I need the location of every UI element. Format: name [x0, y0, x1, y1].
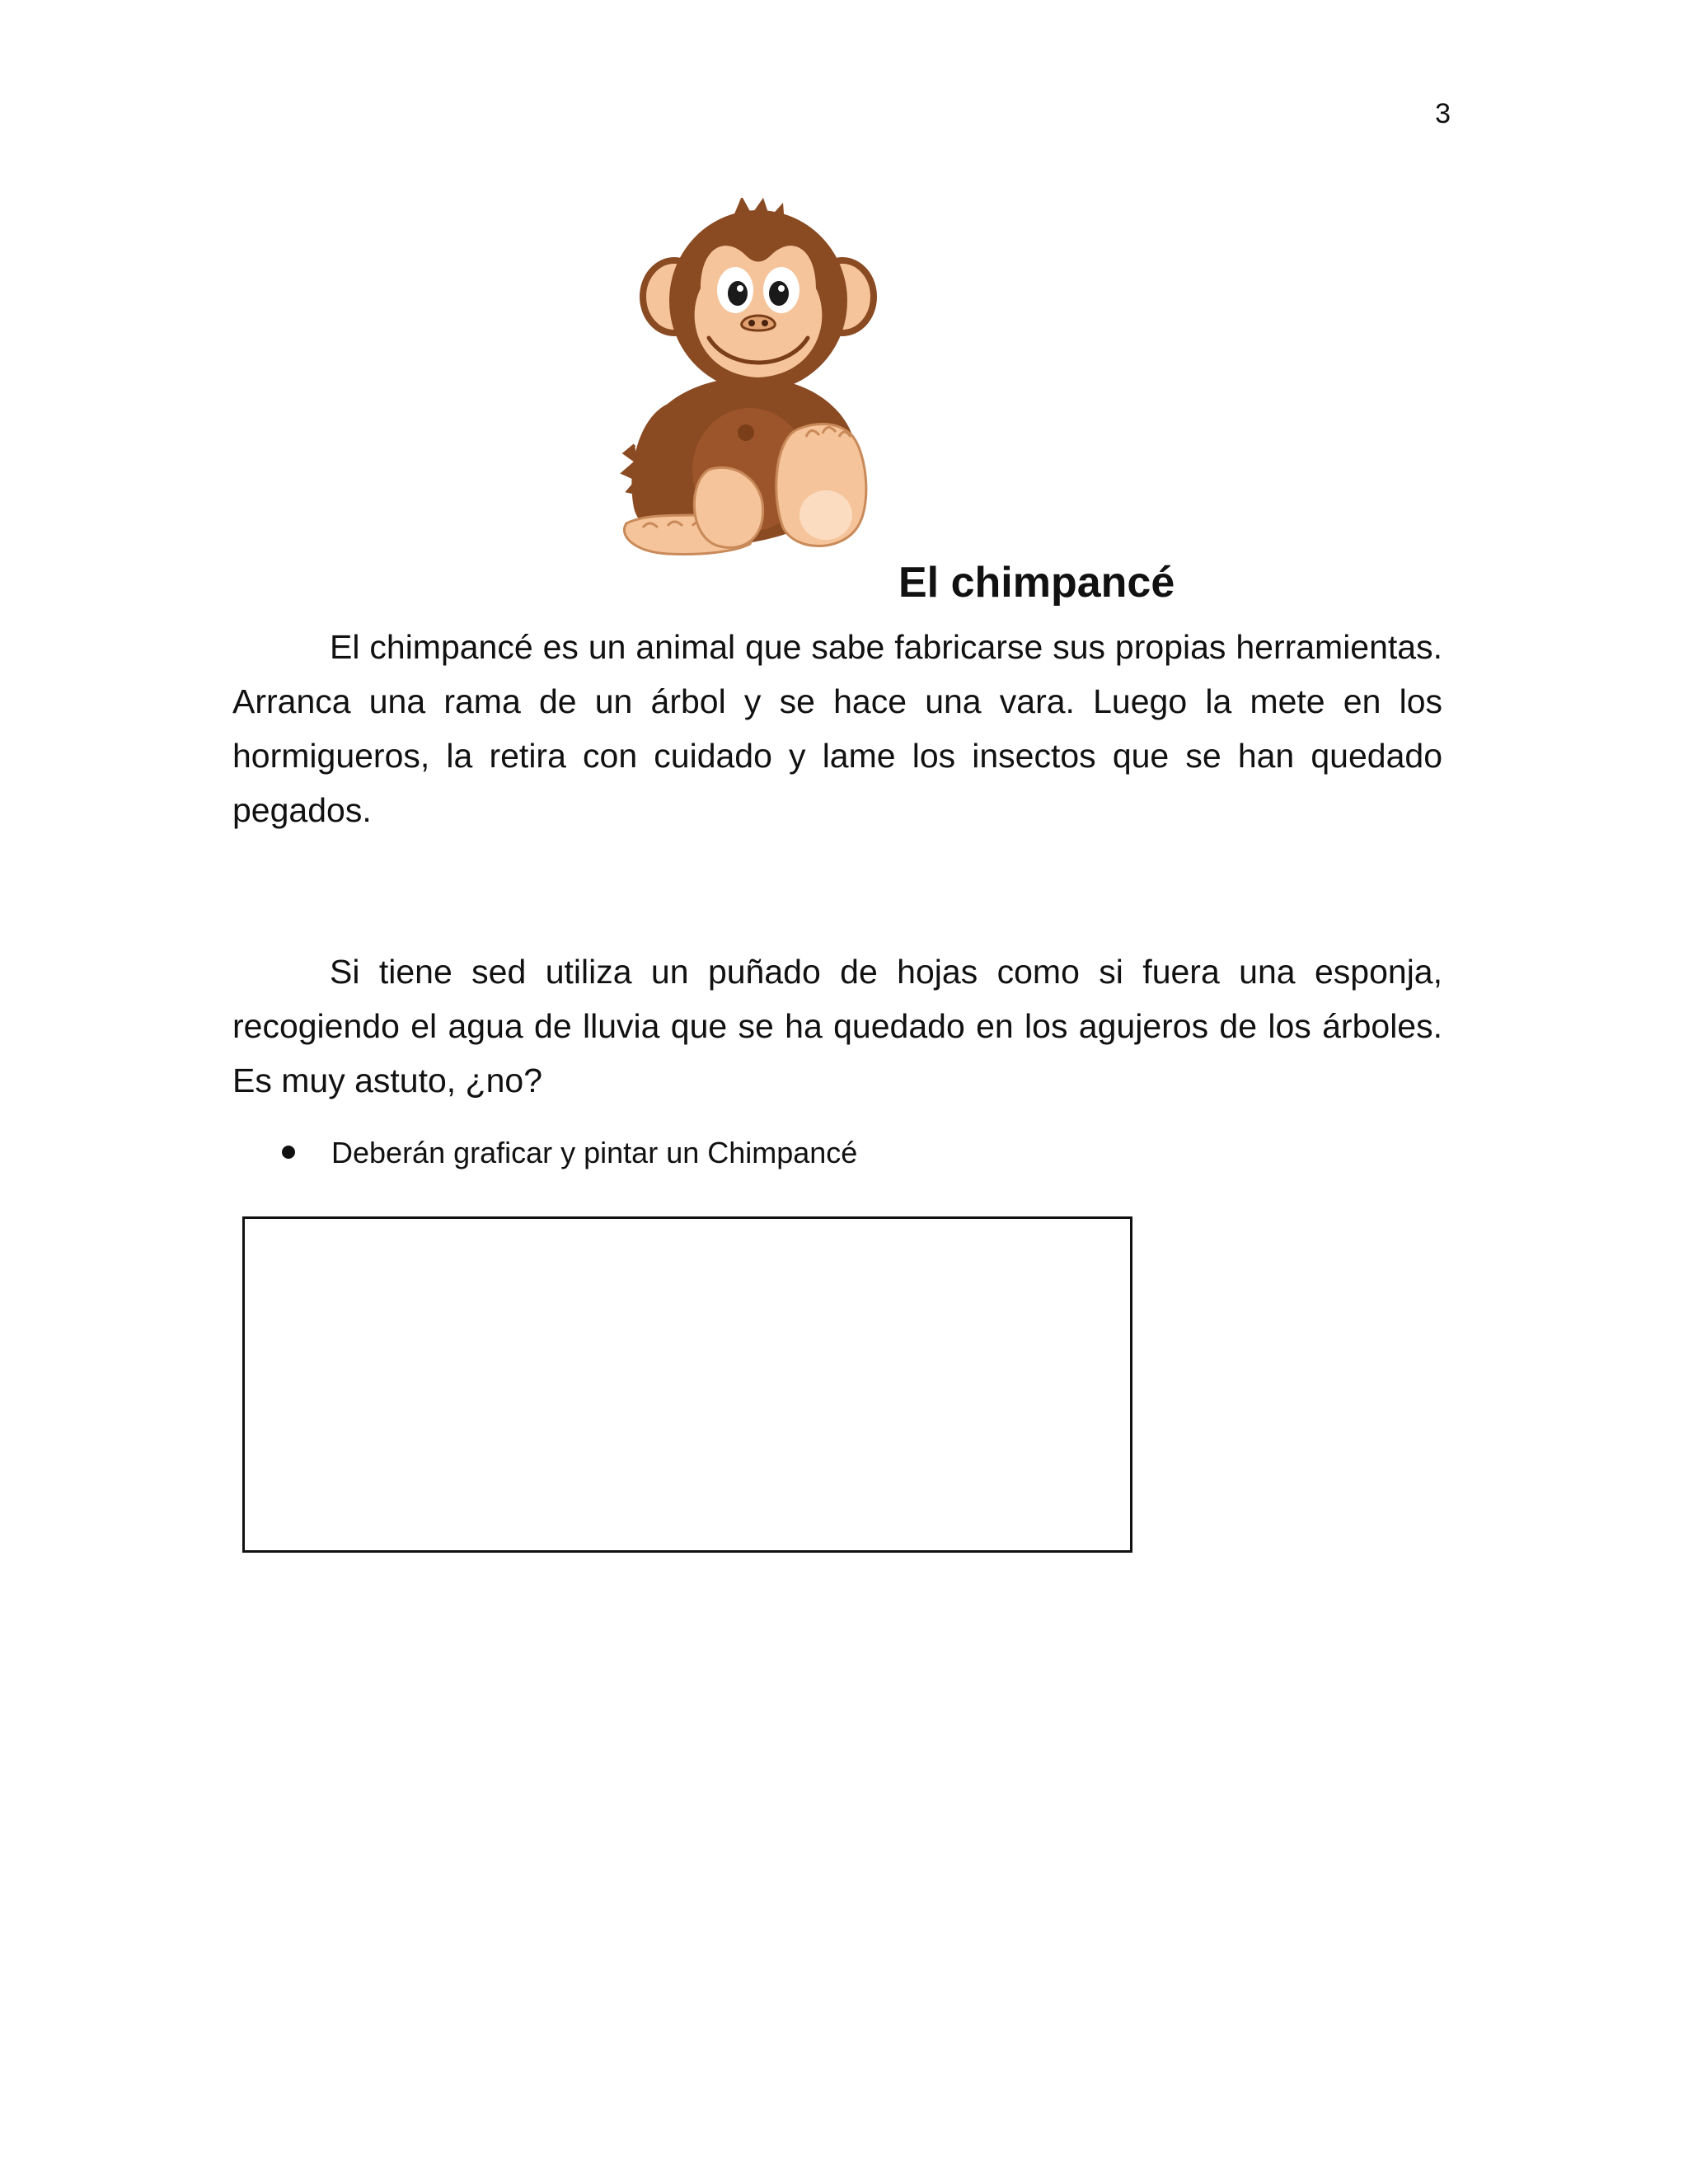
instruction-list — [232, 1131, 857, 1175]
chimpanzee-illustration — [610, 198, 898, 569]
bullet-icon — [282, 1146, 295, 1159]
paragraph-water: Si tiene sed utiliza un puñado de hojas como si fuera una esponja, recogiendo el agua de lluvia que se ha quedado en los agujeros de los árboles. Es muy astuto, ¿no? — [232, 953, 1442, 1099]
instruction-text: Deberán graficar y pintar un Chimpancé — [331, 1136, 858, 1169]
page-number: 3 — [1435, 98, 1451, 129]
instruction-item — [232, 1131, 857, 1175]
document-title: El chimpancé — [898, 558, 1175, 607]
drawing-area-box — [242, 1216, 1132, 1553]
chimpanzee-icon — [610, 198, 898, 569]
paragraph-tools: El chimpancé es un animal que sabe fabricarse sus propias herramientas. Arranca una rama de un árbol y se hace una vara. Luego la mete en los hormigueros, la retira con cuidado y lame los insectos que se han quedado pegados. — [232, 628, 1442, 829]
